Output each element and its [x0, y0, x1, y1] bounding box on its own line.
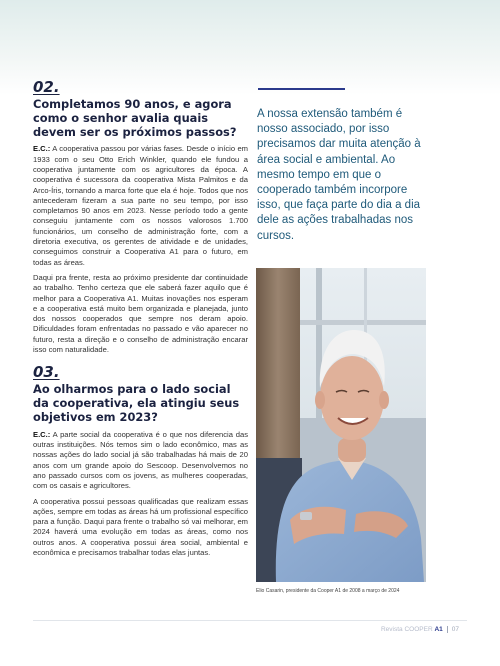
magazine-name: Revista COOPER: [380, 626, 433, 634]
pull-quote: A nossa extensão também é nosso associado, por isso precisamos dar muita atenção à área social e ambiental. Ao mesmo tempo em que o cooperado também incorpore isso, que faça parte do dia a dia dele as ações trabalhadas nos cursos.: [257, 108, 421, 242]
article-left-column: [33, 78, 248, 563]
photo-caption: Elio Casarin, presidente da Cooper A1 de 2008 a março de 2024: [256, 588, 400, 594]
footer-rule: [33, 620, 467, 621]
answer-paragraph: [33, 144, 248, 268]
quote-accent-line: [258, 88, 345, 90]
paragraph-text: A parte social da cooperativa é o que nos diferencia das outras instituições. Nós temos sim o lado econômico, mas as nossas ações do lado social já são trabalhadas há mais de 20 anos com um grande apoio do Sescoop. Desenvolvemos no ano passado cursos com os jovens, as mulheres cooperadas, com os casais e agricultores.: [33, 429, 248, 491]
magazine-brand-suffix: A1: [434, 626, 443, 634]
question-title: Ao olharmos para o lado social da cooperativa, ela atingiu seus objetivos em 2023?: [33, 382, 240, 424]
paragraph-text: Daqui pra frente, resta ao próximo presidente dar continuidade ao trabalho. Tenho certeza que ele saberá fazer aquilo que é melhor para a Cooperativa A1. Muitas inovações nos esperam e a cooperativa está muito bem organizada e planejada, junto dos nossos cooperados que sempre nos deram apoio. Dificuldades foram enfrentadas no passado e vão aparecer no futuro, resta a direção e o conselho de administração encarar isso com naturalidade.: [33, 272, 248, 355]
question-number: 02.: [33, 78, 60, 96]
paragraph-text: A cooperativa possui pessoas qualificadas que realizam essas ações, sempre em todas as áreas há um profissional específico para a função. Daqui para frente o trabalho só vai melhorar, em 2024 haverá uma evolução em todas as áreas, como nos outros anos. A cooperativa possui área social, ambiental e econômica e precisamos trabalhar todas elas juntas.: [33, 496, 248, 557]
answer-paragraph: [33, 273, 248, 355]
interviewee-initials: E.C.:: [33, 429, 51, 439]
interviewee-initials: E.C.:: [33, 144, 51, 154]
question-title: Completamos 90 anos, e agora como o senhor avalia quais devem ser os próximos passos?: [33, 97, 237, 139]
answer-paragraph: [33, 430, 248, 492]
answer-paragraph: [33, 497, 248, 559]
question-number: 03.: [33, 363, 60, 382]
page-number: 07: [451, 626, 459, 634]
footer-separator: [447, 626, 448, 633]
page-footer: [381, 626, 459, 633]
portrait-photo: [256, 268, 426, 582]
paragraph-text: A cooperativa passou por várias fases. Desde o início em 1933 com o seu Otto Erich Winkler, quando ele fundou a cooperativa juntamente com os agricultores da época. A cooperativa é sucessora da cooperativa Mista Palmitos e da Arco-Íris, tornando a marca forte que ela é hoje. Todos que nos antecederam fizeram a sua parte no seu tempo, por isso completamos 90 anos em 2023. Nesse período todo a gente conseguiu juntamente com os nossos valorosos 1.700 funcionários, um conselho de administração forte, com a diretoria executiva, os gerentes de atividade e de unidades, conseguimos construir a Cooperativa A1 para o futuro, em todas as áreas.: [33, 144, 248, 267]
